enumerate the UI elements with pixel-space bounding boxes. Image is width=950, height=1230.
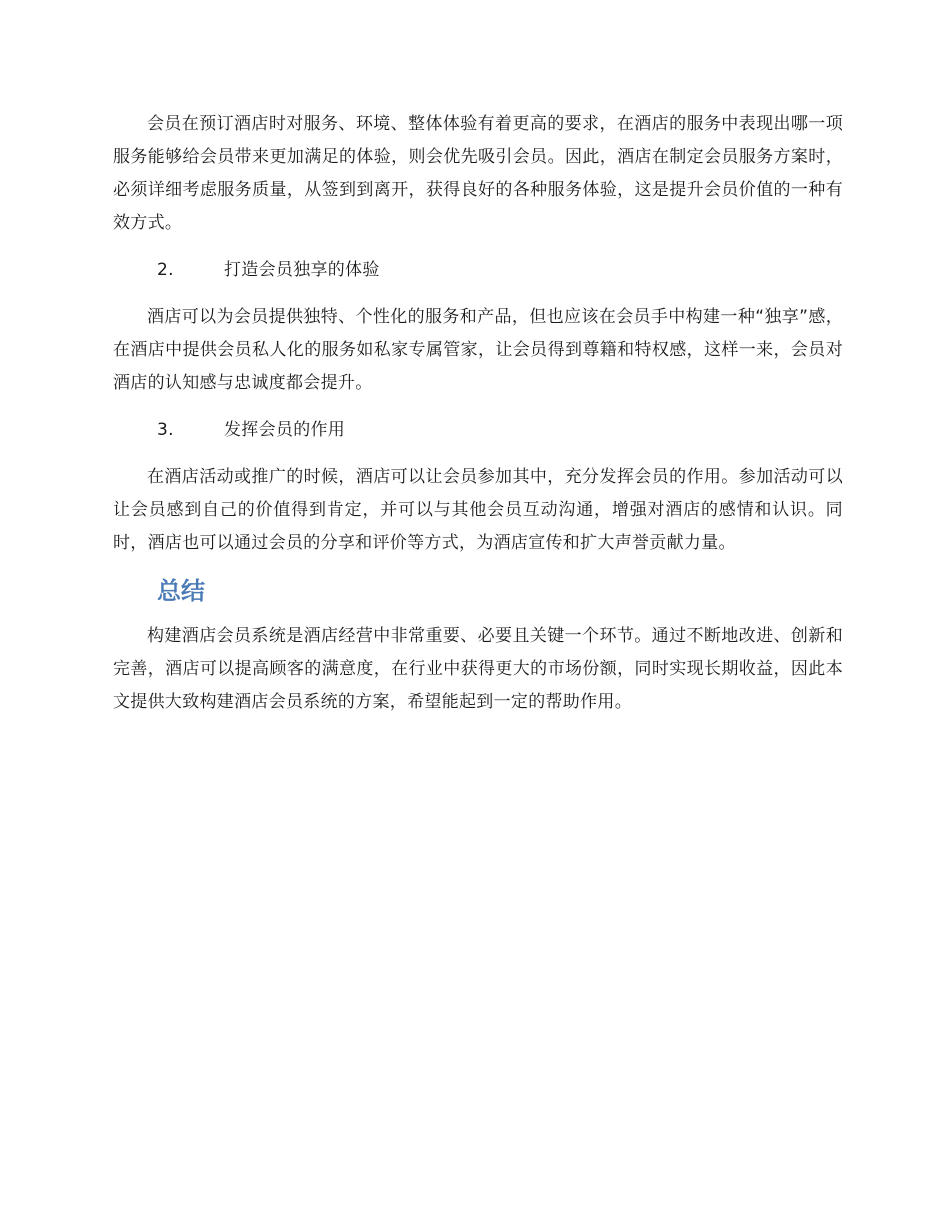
paragraph-summary: 构建酒店会员系统是酒店经营中非常重要、必要且关键一个环节。通过不断地改进、创新和完善，酒店可以提高顾客的满意度，在行业中获得更大的市场份额，同时实现长期收益，因此本文提供大致构建酒店会员系统的方案，希望能起到一定的帮助作用。 [113,626,843,712]
list-item-exclusive-experience [113,254,843,287]
list-number: 3. [157,420,174,440]
document-page [113,108,843,733]
list-item-text: 发挥会员的作用 [224,420,346,440]
paragraph-exclusive-experience: 酒店可以为会员提供独特、个性化的服务和产品，但也应该在会员手中构建一种“独享”感，在酒店中提供会员私人化的服务如私家专属管家，让会员得到尊籍和特权感，这样一来，会员对酒店的认知感与忠诚度都会提升。 [113,307,843,393]
list-item-text: 打造会员独享的体验 [224,260,380,280]
paragraph-service-experience: 会员在预订酒店时对服务、环境、整体体验有着更高的要求，在酒店的服务中表现出哪一项服务能够给会员带来更加满足的体验，则会优先吸引会员。因此，酒店在制定会员服务方案时，必须详细考虑服务质量，从签到到离开，获得良好的各种服务体验，这是提升会员价值的一种有效方式。 [113,114,843,233]
section-heading-summary: 总结 [157,577,205,605]
list-number: 2. [157,260,174,280]
paragraph-member-role: 在酒店活动或推广的时候，酒店可以让会员参加其中，充分发挥会员的作用。参加活动可以让会员感到自己的价值得到肯定，并可以与其他会员互动沟通，增强对酒店的感情和认识。同时，酒店也可以通过会员的分享和评价等方式，为酒店宣传和扩大声誉贡献力量。 [113,467,843,553]
list-item-member-role [113,414,843,447]
